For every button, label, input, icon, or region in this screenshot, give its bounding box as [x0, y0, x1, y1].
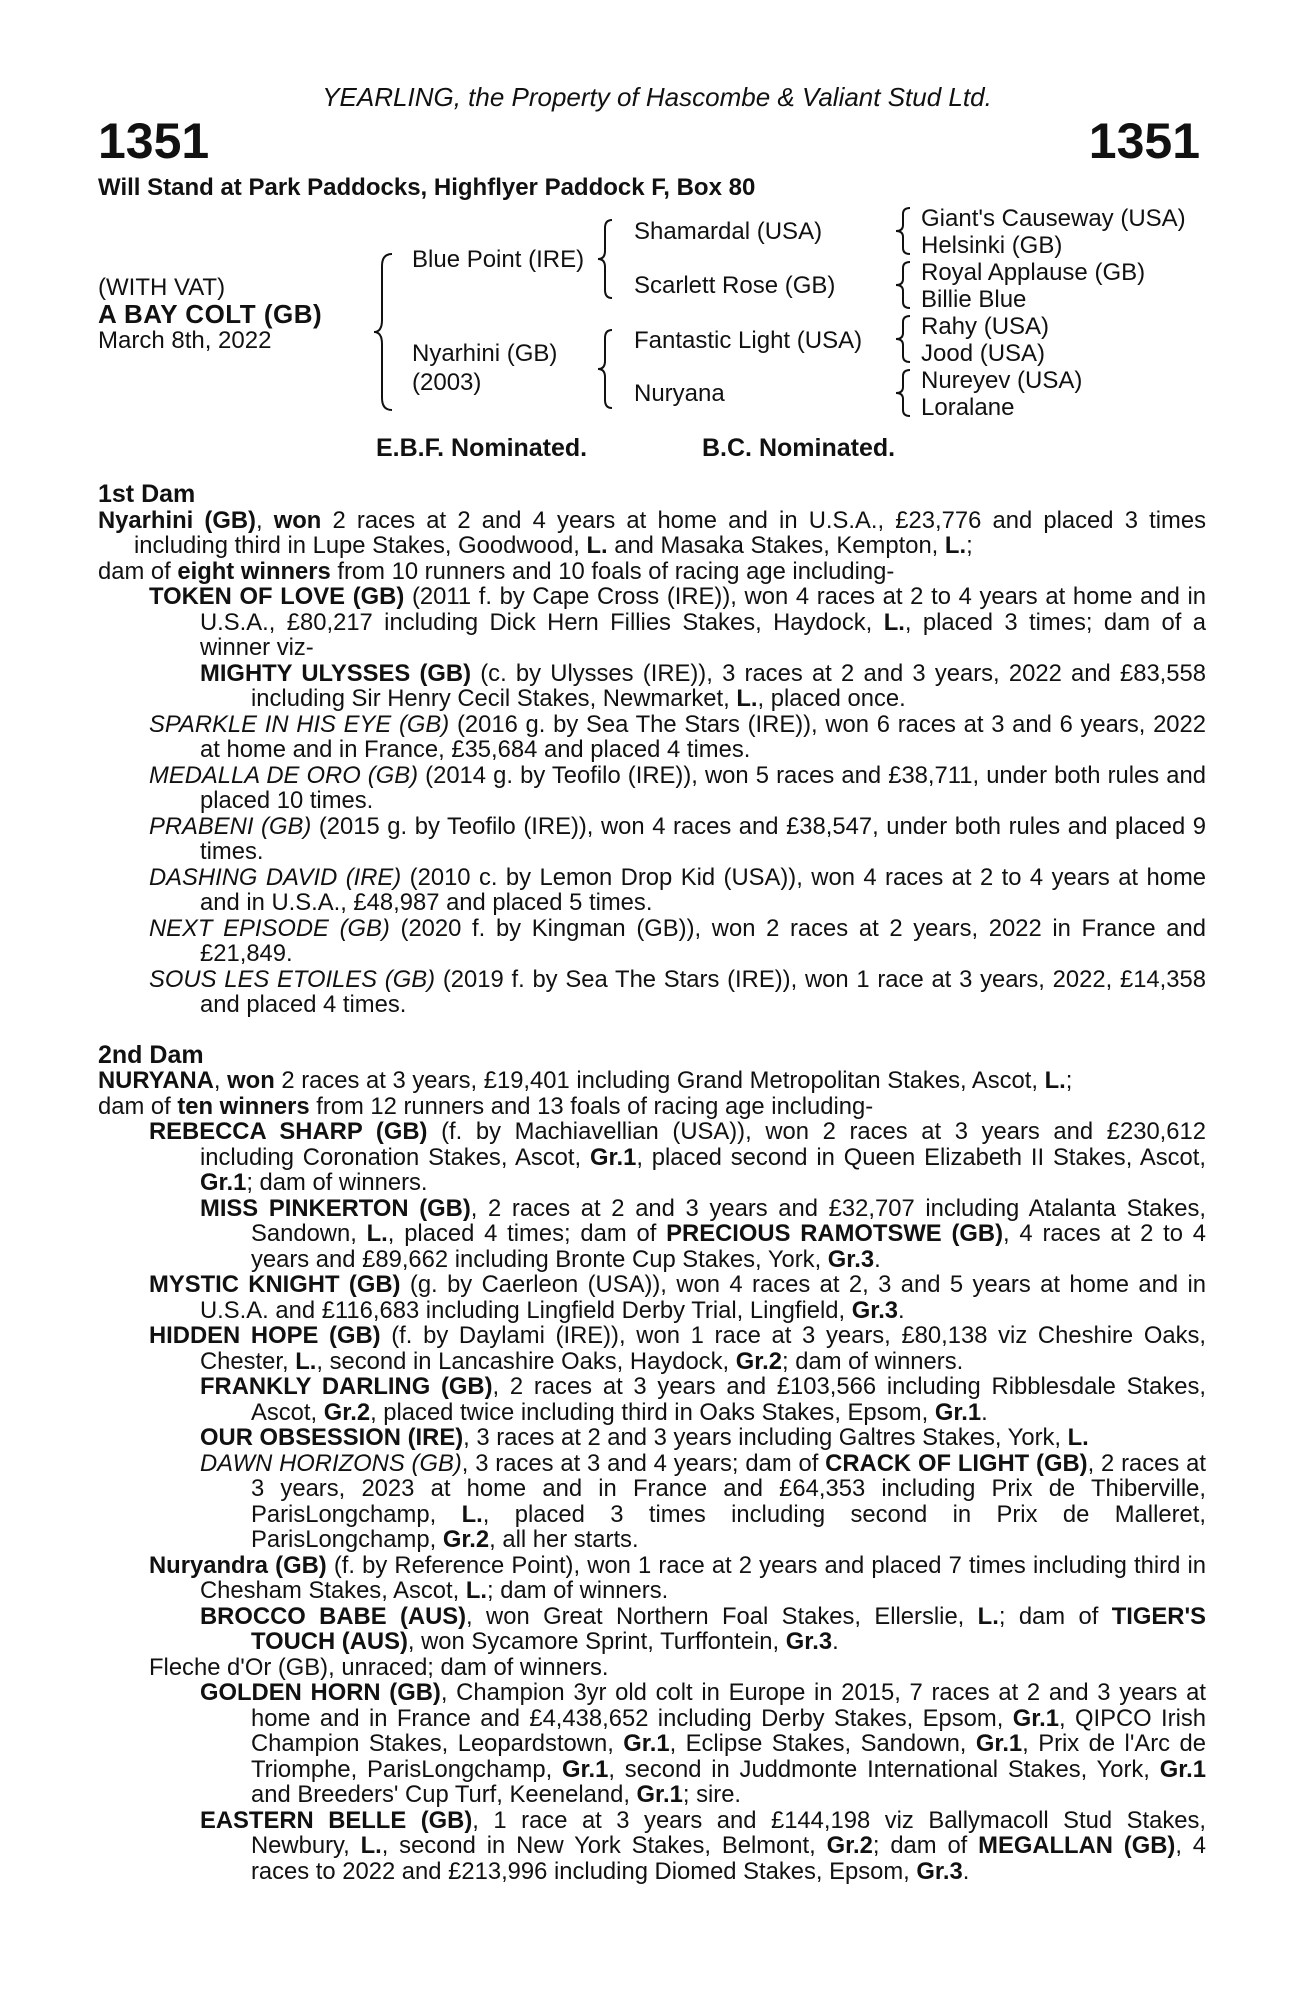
produce-entry [98, 967, 1206, 1018]
bold-text-run: L. [1067, 1424, 1089, 1451]
italic-text-run: DAWN HORIZONS (GB) [200, 1449, 462, 1477]
dam-sire: Fantastic Light (USA) [634, 327, 863, 354]
text-run: . [874, 1245, 881, 1273]
bold-text-run: Gr.3 [916, 1857, 963, 1885]
sire-dam: Scarlett Rose (GB) [634, 272, 836, 299]
italic-text-run: MEDALLA DE ORO (GB) [149, 761, 419, 789]
italic-text-run: SOUS LES ETOILES (GB) [149, 965, 436, 993]
text-run: , placed once. [757, 685, 906, 712]
bold-text-run: EASTERN BELLE (GB) [200, 1806, 473, 1834]
bc-nomination: B.C. Nominated. [702, 434, 896, 462]
grand-produce-entry [98, 1374, 1206, 1425]
text-run: . [981, 1398, 988, 1426]
text-run: and Masaka Stakes, Kempton, [607, 532, 945, 559]
text-run: , [255, 506, 274, 534]
text-run: , 2 races at 2 and 3 years and £32,707 including Atalanta Stakes, Sandown, [251, 1194, 1206, 1247]
text-run: 2 races at 3 years, £19,401 including Grand Metropolitan Stakes, Ascot, [274, 1067, 1045, 1094]
text-run: , Champion 3yr old colt in Europe in 2015, 7 races at 2 and 3 years at home and in France and £4,438,652 including Derby Stakes, Epsom, [251, 1679, 1206, 1732]
italic-text-run: DASHING DAVID (IRE) [149, 863, 402, 891]
text-run: (2020 f. by Kingman (GB)), won 2 races at 2 years, 2022 in France and £21,849. [200, 914, 1206, 967]
bold-text-run: TOKEN OF LOVE (GB) [149, 583, 405, 610]
text-run: (c. by Ulysses (IRE)), 3 races at 2 and 3 years, 2022 and £83,558 including Sir Henry Cecil Stakes, Newmarket, [251, 659, 1206, 712]
bold-text-run: MYSTIC KNIGHT (GB) [149, 1271, 401, 1298]
text-run: (f. by Machiavellian (USA)), won 2 races at 3 years and £230,612 including Coronation Stakes, Ascot, [200, 1118, 1206, 1171]
bold-text-run: HIDDEN HOPE (GB) [149, 1322, 381, 1349]
produce-entry [98, 1119, 1206, 1196]
first-dam-paragraph [98, 508, 1206, 559]
bold-text-run: BROCCO BABE (AUS) [200, 1602, 467, 1630]
text-run: , [213, 1067, 228, 1094]
bold-text-run: L. [1044, 1067, 1066, 1094]
text-run: (2019 f. by Sea The Stars (IRE)), won 1 race at 3 years, 2022, £14,358 and placed 4 times. [200, 965, 1206, 1018]
dam: Nyarhini (GB) [412, 340, 558, 367]
grand-produce-entry [98, 1451, 1206, 1553]
grand-produce-entry [98, 1425, 1206, 1451]
text-run: (2014 g. by Teofilo (IRE)), won 5 races and £38,711, under both rules and placed 10 times. [200, 761, 1206, 814]
bold-text-run: OUR OBSESSION (IRE) [200, 1424, 464, 1451]
bold-text-run: Gr.3 [785, 1628, 833, 1655]
bold-text-run: won [227, 1067, 275, 1094]
bold-text-run: MEGALLAN (GB) [978, 1832, 1176, 1859]
text-run: , 2 races at 3 years and £103,566 including Ribblesdale Stakes, Ascot, [251, 1373, 1206, 1426]
first-dam-produce-intro [98, 559, 1206, 585]
grandparent-3: Royal Applause (GB) [921, 259, 1146, 286]
second-dam-heading: 2nd Dam [98, 1040, 204, 1069]
text-run: (2015 g. by Teofilo (IRE)), won 4 races and £38,547, under both rules and placed 9 times. [200, 812, 1206, 865]
bold-text-run: L. [461, 1500, 483, 1528]
foaling-date: March 8th, 2022 [98, 327, 272, 354]
bold-text-run: Nuryandra (GB) [149, 1551, 327, 1579]
text-run: (f. by Daylami (IRE)), won 1 race at 3 years, £80,138 viz Cheshire Oaks, Chester, [200, 1322, 1206, 1375]
produce-entry [98, 916, 1206, 967]
grandparent-6: Jood (USA) [921, 340, 1046, 367]
consignor-line: YEARLING, the Property of Hascombe & Valiant Stud Ltd. [322, 82, 992, 112]
text-run: , second in Lancashire Oaks, Haydock, [316, 1347, 736, 1375]
bold-text-run: Gr.1 [623, 1730, 670, 1757]
brace-icon-g1 [894, 206, 914, 256]
produce-entry [98, 1655, 1206, 1681]
bold-text-run: Gr.1 [1012, 1704, 1060, 1732]
bold-text-run: L. [586, 532, 608, 559]
text-run: ; [966, 532, 973, 559]
italic-text-run: PRABENI (GB) [149, 812, 312, 840]
lot-number-left: 1351 [98, 113, 210, 169]
bold-text-run: ten winners [177, 1092, 310, 1120]
bold-text-run: L. [883, 608, 905, 636]
bold-text-run: L. [977, 1602, 999, 1630]
text-run: , 3 races at 3 and 4 years; dam of [461, 1449, 826, 1477]
text-run: (g. by Caerleon (USA)), won 4 races at 2, 3 and 5 years at home and in U.S.A. and £116,683 including Lingfield Derby Trial, Lingfield, [200, 1271, 1206, 1324]
grand-produce-entry [98, 1808, 1206, 1885]
text-run: , 1 race at 3 years and £144,198 viz Ballymacoll Stud Stakes, Newbury, [251, 1806, 1206, 1859]
bold-text-run: Gr.1 [1159, 1755, 1207, 1783]
text-run: ; sire. [682, 1781, 742, 1808]
text-run: ; dam of [998, 1602, 1112, 1630]
text-run: ; dam of winners. [487, 1577, 669, 1604]
text-run: , won Great Northern Foal Stakes, Ellerslie, [466, 1602, 978, 1630]
text-run: , 2 races at 3 years, 2023 at home and in France and £64,353 including Prix de Thiberville, ParisLongchamp, [251, 1449, 1206, 1528]
text-run: ; [1065, 1067, 1073, 1094]
bold-text-run: L. [295, 1347, 317, 1375]
text-run: , won Sycamore Sprint, Turffontein, [407, 1628, 786, 1655]
horse-name: A BAY COLT (GB) [98, 299, 323, 329]
brace-icon-main [372, 252, 396, 412]
text-run: , placed twice including third in Oaks Stakes, Epsom, [370, 1398, 935, 1426]
text-run: , placed 3 times; dam of a winner viz- [200, 608, 1206, 661]
brace-icon-dam [596, 328, 616, 410]
bold-text-run: L. [465, 1577, 488, 1604]
text-run: (2016 g. by Sea The Stars (IRE)), won 6 races at 3 and 6 years, 2022 at home and in France, £35,684 and placed 4 times. [200, 710, 1207, 763]
text-run: , QIPCO Irish Champion Stakes, Leopardstown, [251, 1704, 1206, 1757]
text-run: . [832, 1628, 839, 1655]
second-dam-produce-intro [98, 1094, 1206, 1120]
brace-icon-g2 [894, 260, 914, 310]
dam-year: (2003) [412, 369, 482, 396]
bold-text-run: L. [366, 1220, 388, 1247]
bold-text-run: FRANKLY DARLING (GB) [200, 1373, 493, 1400]
produce-entry [98, 1323, 1206, 1374]
grandparent-7: Nureyev (USA) [921, 367, 1083, 394]
text-run: . [962, 1857, 970, 1885]
grandparent-4: Billie Blue [921, 286, 1027, 313]
text-run: dam of [98, 557, 178, 585]
text-run: , placed second in Queen Elizabeth II Stakes, Ascot, [636, 1143, 1206, 1171]
produce-entry [98, 1272, 1206, 1323]
grandparent-8: Loralane [921, 394, 1015, 421]
vat-label: (WITH VAT) [98, 274, 226, 301]
text-run: , all her starts. [489, 1526, 639, 1553]
first-dam-heading: 1st Dam [98, 480, 196, 508]
bold-text-run: eight winners [177, 557, 331, 585]
text-run: , placed 4 times; dam of [387, 1220, 667, 1247]
bold-text-run: Gr.1 [636, 1781, 683, 1808]
sire: Blue Point (IRE) [412, 246, 585, 273]
bold-text-run: Gr.2 [323, 1398, 371, 1426]
bold-text-run: NURYANA [98, 1067, 214, 1094]
bold-text-run: Gr.1 [562, 1755, 609, 1783]
bold-text-run: won [273, 506, 322, 534]
grandparent-2: Helsinki (GB) [921, 232, 1063, 259]
text-run: , Prix de l'Arc de Triomphe, ParisLongchamp, [251, 1730, 1206, 1783]
bold-text-run: TIGER'S TOUCH (AUS) [251, 1602, 1206, 1655]
text-run: (2011 f. by Cape Cross (IRE)), won 4 races at 2 to 4 years at home and in U.S.A., £80,217 including Dick Hern Fillies Stakes, Haydock, [200, 583, 1207, 636]
text-run: from 12 runners and 13 foals of racing age including- [309, 1092, 874, 1120]
brace-icon-g4 [894, 368, 914, 418]
bold-text-run: L. [360, 1832, 382, 1859]
produce-entry [98, 814, 1206, 865]
bold-text-run: L. [736, 685, 758, 712]
italic-text-run: NEXT EPISODE (GB) [149, 914, 390, 942]
text-run: . [898, 1296, 905, 1324]
bold-text-run: Gr.1 [590, 1143, 637, 1171]
bold-text-run: Nyarhini (GB) [98, 506, 256, 534]
bold-text-run: PRECIOUS RAMOTSWE (GB) [666, 1220, 1004, 1247]
second-dam-paragraph [98, 1068, 1206, 1094]
bold-text-run: Gr.3 [851, 1296, 899, 1324]
produce-entry [98, 712, 1206, 763]
grandparent-1: Giant's Causeway (USA) [921, 205, 1186, 232]
text-run: , placed 3 times including second in Prix de Malleret, ParisLongchamp, [251, 1500, 1206, 1553]
grand-produce-entry [98, 1680, 1206, 1808]
bold-text-run: Gr.1 [934, 1398, 982, 1426]
text-run: ; dam of [872, 1832, 979, 1859]
dam-dam: Nuryana [634, 380, 725, 407]
bold-text-run: MIGHTY ULYSSES (GB) [200, 659, 472, 687]
lot-number-right: 1351 [1088, 113, 1200, 169]
produce-entry [98, 584, 1206, 661]
text-run: dam of [98, 1092, 178, 1120]
produce-entry [98, 1553, 1206, 1604]
text-run: 2 races at 2 and 4 years at home and in U.S.A., £23,776 and placed 3 times including third in Lupe Stakes, Goodwood, [134, 506, 1206, 559]
brace-icon-sire [596, 218, 616, 300]
grand-produce-entry [98, 1604, 1206, 1655]
text-run: ; dam of winners. [782, 1347, 964, 1375]
text-run: , 4 races at 2 to 4 years and £89,662 including Bronte Cup Stakes, York, [251, 1220, 1206, 1273]
grand-produce-entry [98, 1196, 1206, 1273]
bold-text-run: Gr.2 [442, 1526, 490, 1553]
bold-text-run: Gr.1 [200, 1169, 247, 1196]
bold-text-run: GOLDEN HORN (GB) [200, 1679, 441, 1706]
grand-produce-entry [98, 661, 1206, 712]
catalogue-body [98, 482, 1206, 1884]
bold-text-run: REBECCA SHARP (GB) [149, 1118, 428, 1145]
bold-text-run: Gr.1 [975, 1730, 1023, 1757]
text-run: (2010 c. by Lemon Drop Kid (USA)), won 4 races at 2 to 4 years at home and in U.S.A., £48,987 and placed 5 times. [200, 863, 1207, 916]
text-run: , 3 races at 2 and 3 years including Galtres Stakes, York, [463, 1424, 1068, 1451]
grandparent-5: Rahy (USA) [921, 313, 1050, 340]
bold-text-run: Gr.2 [826, 1832, 873, 1859]
brace-icon-g3 [894, 314, 914, 364]
produce-entry [98, 865, 1206, 916]
ebf-nomination: E.B.F. Nominated. [376, 434, 588, 462]
text-run: (f. by Reference Point), won 1 race at 2 years and placed 7 times including third in Chesham Stakes, Ascot, [200, 1551, 1206, 1604]
bold-text-run: MISS PINKERTON (GB) [200, 1194, 471, 1222]
text-run: , 4 races to 2022 and £213,996 including Diomed Stakes, Epsom, [251, 1832, 1206, 1885]
text-run: Fleche d'Or (GB), unraced; dam of winners. [149, 1653, 609, 1681]
text-run: , Eclipse Stakes, Sandown, [669, 1730, 976, 1757]
stand-info: Will Stand at Park Paddocks, Highflyer Paddock F, Box 80 [98, 174, 756, 201]
text-run: from 10 runners and 10 foals of racing age including- [330, 557, 895, 585]
bold-text-run: Gr.2 [735, 1347, 783, 1375]
bold-text-run: Gr.3 [827, 1245, 875, 1273]
text-run: and Breeders' Cup Turf, Keeneland, [251, 1781, 637, 1808]
text-run: , second in Juddmonte International Stakes, York, [608, 1755, 1160, 1783]
produce-entry [98, 763, 1206, 814]
italic-text-run: SPARKLE IN HIS EYE (GB) [149, 710, 450, 738]
text-run: , second in New York Stakes, Belmont, [381, 1832, 827, 1859]
bold-text-run: L. [944, 532, 967, 559]
text-run: ; dam of winners. [246, 1169, 428, 1196]
bold-text-run: CRACK OF LIGHT (GB) [825, 1449, 1088, 1477]
sire-sire: Shamardal (USA) [634, 218, 823, 245]
